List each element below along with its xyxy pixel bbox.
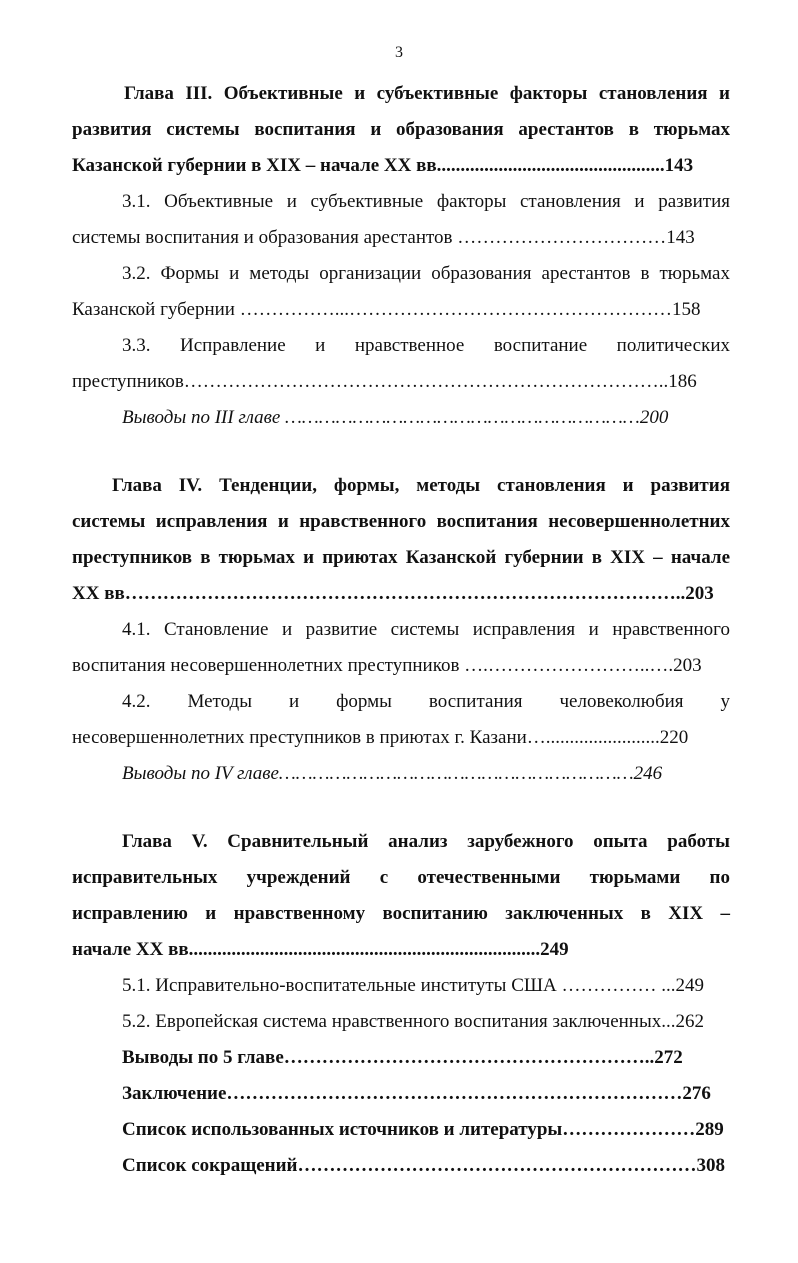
toc-line: Глава IV. Тенденции, формы, методы становления и развития <box>112 475 730 496</box>
toc-line: Выводы по IV главе………………………………………………………246 <box>122 763 663 784</box>
toc-line: Список сокращений………………………………………………………308 <box>122 1155 726 1176</box>
toc-line: 3.3. Исправление и нравственное воспитание политических <box>122 335 730 356</box>
toc-line: Заключение………………………………………………………………276 <box>122 1083 711 1104</box>
toc-line: 4.1. Становление и развитие системы исправления и нравственного <box>122 619 730 640</box>
toc-line: Список использованных источников и литературы…………………289 <box>122 1119 724 1140</box>
toc-line: 5.2. Европейская система нравственного воспитания заключенных...262 <box>122 1011 704 1032</box>
toc-line: развития системы воспитания и образования арестантов в тюрьмах <box>72 119 730 140</box>
toc-line: XX вв……………………………………………………………………………..203 <box>72 583 714 604</box>
toc-line: системы исправления и нравственного воспитания несовершеннолетних <box>72 511 730 532</box>
toc-line: системы воспитания и образования арестантов ……………………………143 <box>72 227 695 248</box>
toc-line: Выводы по 5 главе…………………………………………………..272 <box>122 1047 683 1068</box>
toc-line: Казанской губернии ……………...……………………………………………158 <box>72 299 701 320</box>
toc-line: 5.1. Исправительно-воспитательные институты США …………… ...249 <box>122 975 705 996</box>
toc-line: 3.1. Объективные и субъективные факторы становления и развития <box>122 191 730 212</box>
page-number: 3 <box>395 44 403 61</box>
toc-line: 3.2. Формы и методы организации образования арестантов в тюрьмах <box>122 263 730 284</box>
toc-line: Казанской губернии в XIX – начале XX вв................................................143 <box>72 155 694 176</box>
toc-line: несовершеннолетних преступников в приютах г. Казани…........................220 <box>72 727 689 748</box>
toc-line: исправлению и нравственному воспитанию заключенных в XIX – <box>72 903 730 924</box>
toc-line: исправительных учреждений с отечественными тюрьмами по <box>72 867 730 888</box>
toc-line: Глава III. Объективные и субъективные факторы становления и <box>124 83 730 104</box>
toc-line: начале XX вв..........................................................................249 <box>72 939 569 960</box>
toc-line: Глава V. Сравнительный анализ зарубежного опыта работы <box>122 831 730 852</box>
toc-line: преступников в тюрьмах и приютах Казанской губернии в XIX – начале <box>72 547 730 568</box>
toc-line: воспитания несовершеннолетних преступников ….……………………..….203 <box>72 655 702 676</box>
toc-line: преступников…………………………………………………………………..186 <box>72 371 697 392</box>
toc-line: Выводы по III главе ………………………………………………………200 <box>122 407 669 428</box>
toc-line: 4.2. Методы и формы воспитания человеколюбия у <box>122 691 730 712</box>
